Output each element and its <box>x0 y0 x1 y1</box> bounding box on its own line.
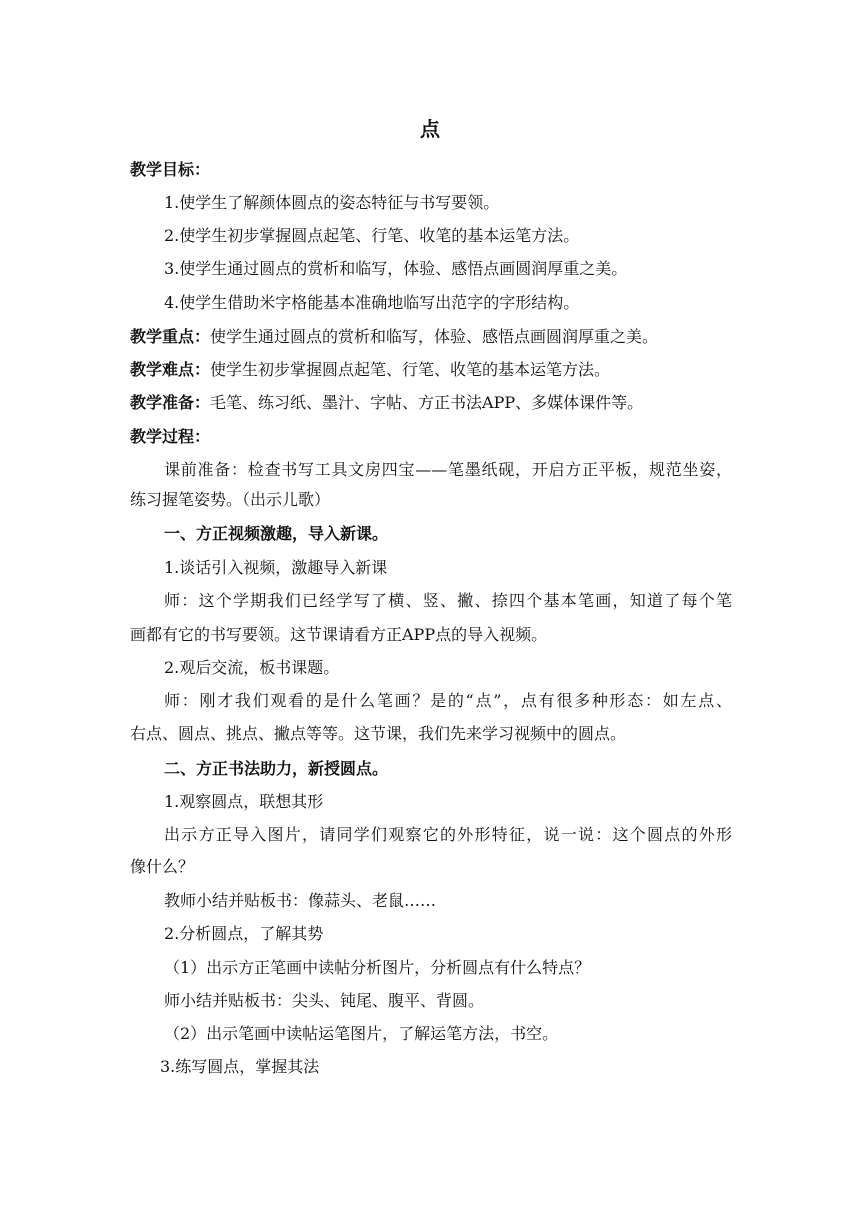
section1-heading: 一、方正视频激趣，导入新课。 <box>164 524 389 543</box>
preparation-row <box>130 391 643 415</box>
section2-observe-line-2: 像什么？ <box>130 857 195 876</box>
section2-sub1: （1）出示方正笔画中读帖分析图片，分析圆点有什么特点？ <box>164 958 591 977</box>
section1-step1: 1.谈话引入视频，激趣导入新课 <box>164 558 388 577</box>
section1-step2: 2.观后交流，板书课题。 <box>164 658 340 677</box>
section2-heading: 二、方正书法助力，新授圆点。 <box>164 759 389 778</box>
section2-summary2: 师小结并贴板书：尖头、钝尾、腹平、背圆。 <box>164 991 485 1010</box>
section2-step3: 3.练写圆点，掌握其法 <box>160 1057 320 1076</box>
pre-class-line-2: 练习握笔姿势。（出示儿歌） <box>130 490 331 509</box>
goal-item-4: 4.使学生借助米字格能基本准确地临写出范字的字形结构。 <box>164 293 580 312</box>
section1-teacher1-line-1: 师：这个学期我们已经学写了横、竖、撇、捺四个基本笔画，知道了每个笔 <box>164 591 732 610</box>
key-point-text: 使学生通过圆点的赏析和临写，体验、感悟点画圆润厚重之美。 <box>210 327 659 346</box>
section2-step1: 1.观察圆点，联想其形 <box>164 792 324 811</box>
goal-item-2: 2.使学生初步掌握圆点起笔、行笔、收笔的基本运笔方法。 <box>164 226 580 245</box>
preparation-label: 教学准备： <box>130 393 211 412</box>
section2-summary1: 教师小结并贴板书：像蒜头、老鼠…… <box>164 891 437 910</box>
section1-teacher1-line-2: 画都有它的书写要领。这节课请看方正APP点的导入视频。 <box>130 625 548 644</box>
pre-class-line-1: 课前准备：检查书写工具文房四宝——笔墨纸砚，开启方正平板，规范坐姿， <box>164 460 732 479</box>
difficulty-text: 使学生初步掌握圆点起笔、行笔、收笔的基本运笔方法。 <box>210 360 611 379</box>
section2-step2: 2.分析圆点，了解其势 <box>164 924 324 943</box>
section1-teacher2-line-1: 师：刚才我们观看的是什么笔画？是的“点”，点有很多种形态：如左点、 <box>164 691 732 710</box>
section2-sub2: （2）出示笔画中读帖运笔图片，了解运笔方法，书空。 <box>164 1024 559 1043</box>
key-point-label: 教学重点： <box>130 327 211 346</box>
preparation-text: 毛笔、练习纸、墨汁、字帖、方正书法APP、多媒体课件等。 <box>210 393 644 412</box>
difficulty-row <box>130 358 610 382</box>
goals-label: 教学目标： <box>130 160 211 179</box>
section2-observe-line-1: 出示方正导入图片，请同学们观察它的外形特征，说一说：这个圆点的外形 <box>164 825 732 844</box>
goal-item-3: 3.使学生通过圆点的赏析和临写，体验、感悟点画圆润厚重之美。 <box>164 259 628 278</box>
process-label: 教学过程： <box>130 427 211 446</box>
section1-teacher2-line-2: 右点、圆点、挑点、撇点等等。这节课，我们先来学习视频中的圆点。 <box>130 724 627 743</box>
page-title: 点 <box>420 117 440 141</box>
key-point-row <box>130 325 658 349</box>
goal-item-1: 1.使学生了解颜体圆点的姿态特征与书写要领。 <box>164 193 500 212</box>
difficulty-label: 教学难点： <box>130 360 211 379</box>
